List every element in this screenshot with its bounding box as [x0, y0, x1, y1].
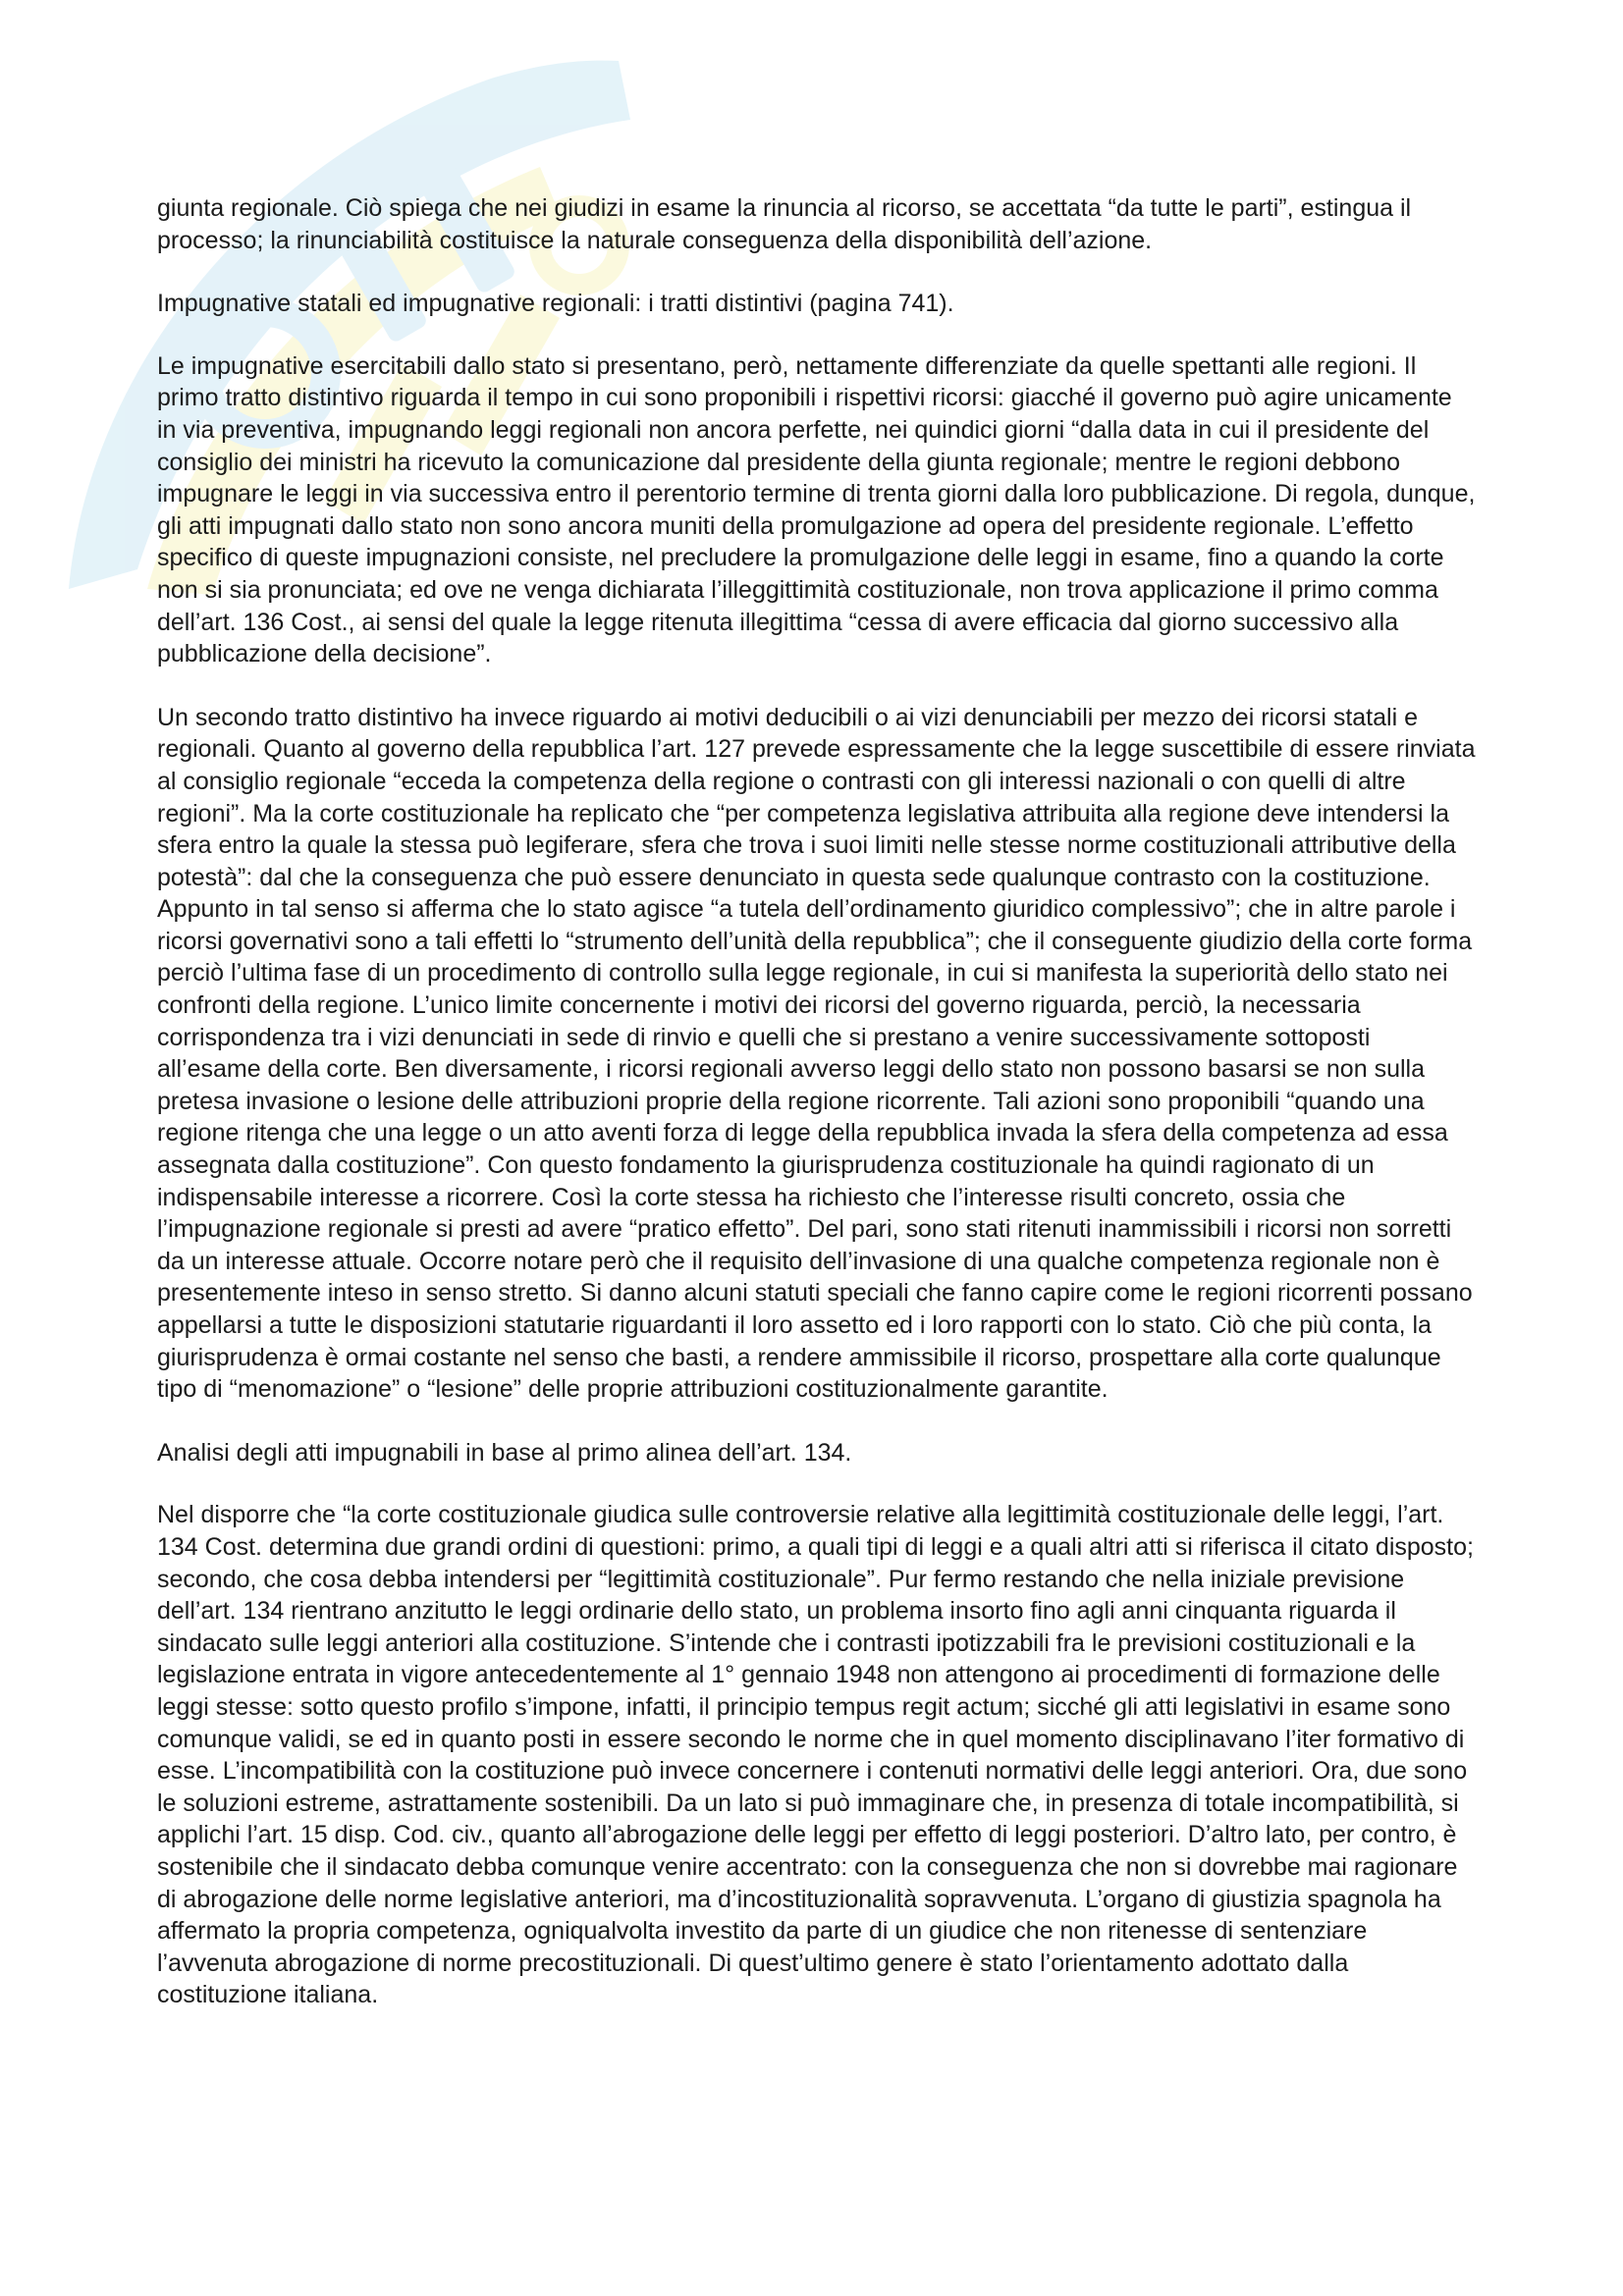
document-body — [157, 192, 1478, 2043]
paragraph-art-134: Nel disporre che “la corte costituzionale giudica sulle controversie relative alla legittimità costituzionale delle leggi, l’art. 134 Cost. determina due grandi ordini di questioni: primo, a quali tipi di leggi e a quali altri atti si riferisca il citato disposto; secondo, che cosa debba intendersi per “legittimità costituzionale”. Pur fermo restando che nella iniziale previsione dell’art. 134 rientrano anzitutto le leggi ordinarie dello stato, un problema insorto fino agli anni cinquanta riguarda il sindacato sulle leggi anteriori alla costituzione. S’intende che i contrasti ipotizzabili fra le previsioni costituzionali e la legislazione entrata in vigore antecedentemente al 1° gennaio 1948 non attengono ai procedimenti di formazione delle leggi stesse: sotto questo profilo s’impone, infatti, il principio tempus regit actum; sicché gli atti legislativi in esame sono comunque validi, se ed in quanto posti in essere secondo le norme che in quel momento disciplinavano l’iter formativo di esse. L’incompatibilità con la costituzione può invece concernere i contenuti normativi delle leggi anteriori. Ora, due sono le soluzioni estreme, astrattamente sostenibili. Da un lato si può immaginare che, in presenza di totale incompatibilità, si applichi l’art. 15 disp. Cod. civ., quanto all’abrogazione delle leggi per effetto di leggi posteriori. D’altro lato, per contro, è sostenibile che il sindacato debba comunque venire accentrato: con la conseguenza che non si dovrebbe mai ragionare di abrogazione delle norme legislative anteriori, ma d’incostituzionalità sopravvenuta. L’organo di giustizia spagnola ha affermato la propria competenza, ogniqualvolta investito da parte di un giudice che non ritenesse di sentenziare l’avvenuta abrogazione di norme precostituzionali. Di quest’ultimo genere è stato l’orientamento adottato dalla costituzione italiana. — [157, 1501, 1474, 2009]
paragraph-intro: giunta regionale. Ciò spiega che nei giudizi in esame la rinuncia al ricorso, se accettata “da tutte le parti”, estingua il processo; la rinunciabilità costituisce la naturale conseguenza della disponibilità dell’azione. — [157, 194, 1412, 254]
paragraph-secondo-tratto: Un secondo tratto distintivo ha invece riguardo ai motivi deducibili o ai vizi denunciabili per mezzo dei ricorsi statali e regionali. Quanto al governo della repubblica l’art. 127 prevede espressamente che la legge suscettibile di essere rinviata al consiglio regionale “ecceda la competenza della regione o contrasti con gli interessi nazionali o con quelli di altre regioni”. Ma la corte costituzionale ha replicato che “per competenza legislativa attribuita alla regione deve intendersi la sfera entro la quale la stessa può legiferare, sfera che trova i suoi limiti nelle stesse norme costituzionali attributive della potestà”: dal che la conseguenza che può essere denunciato in questa sede qualunque contrasto con la costituzione. Appunto in tal senso si afferma che lo stato agisce “a tutela dell’ordinamento giuridico complessivo”; che in altre parole i ricorsi governativi sono a tali effetti lo “strumento dell’unità della repubblica”; che il conseguente giudizio della corte forma perciò l’ultima fase di un procedimento di controllo sulla legge regionale, in cui si manifesta la superiorità dello stato nei confronti della regione. L’unico limite concernente i motivi dei ricorsi del governo riguarda, perciò, la necessaria corrispondenza tra i vizi denunciati in sede di rinvio e quelli che si prestano a venire successivamente sottoposti all’esame della corte. Ben diversamente, i ricorsi regionali avverso leggi dello stato non possono basarsi se non sulla pretesa invasione o lesione delle attribuzioni proprie della regione ricorrente. Tali azioni sono proponibili “quando una regione ritenga che una legge o un atto aventi forza di legge della repubblica invada la sfera della competenza ad essa assegnata dalla costituzione”. Con questo fondamento la giurisprudenza costituzionale ha quindi ragionato di un indispensabile interesse a ricorrere. Così la corte stessa ha richiesto che l’interesse risulti concreto, ossia che l’impugnazione regionale si presti ad avere “pratico effetto”. Del pari, sono stati ritenuti inammissibili i ricorsi non sorretti da un interesse attuale. Occorre notare però che il requisito dell’invasione di una qualche competenza regionale non è presentemente inteso in senso stretto. Si danno alcuni statuti speciali che fanno capire come le regioni ricorrenti possano appellarsi a tutte le disposizioni statutarie riguardanti il loro assetto ed i loro rapporti con lo stato. Ciò che più conta, la giurisprudenza è ormai costante nel senso che basti, a rendere ammissibile il ricorso, prospettare alla corte qualunque tipo di “menomazione” o “lesione” delle proprie attribuzioni costituzionalmente garantite. — [157, 703, 1476, 1404]
section-heading-impugnative: Impugnative statali ed impugnative regionali: i tratti distintivi (pagina 741). — [157, 290, 954, 318]
section-heading-analisi: Analisi degli atti impugnabili in base al primo alinea dell’art. 134. — [157, 1438, 852, 1467]
paragraph-primo-tratto: Le impugnative esercitabili dallo stato si presentano, però, nettamente differenziate da quelle spettanti alle regioni. Il primo tratto distintivo riguarda il tempo in cui sono proponibili i rispettivi ricorsi: giacché il governo può agire unicamente in via preventiva, impugnando leggi regionali non ancora perfette, nei quindici giorni “dalla data in cui il presidente del consiglio dei ministri ha ricevuto la comunicazione dal presidente della giunta regionale; mentre le regioni debbono impugnare le leggi in via successiva entro il perentorio termine di trenta giorni dalla loro pubblicazione. Di regola, dunque, gli atti impugnati dallo stato non sono ancora muniti della promulgazione ad opera del presidente regionale. L’effetto specifico di queste impugnazioni consiste, nel precludere la promulgazione delle leggi in esame, fino a quando la corte non si sia pronunciata; ed ove ne venga dichiarata l’illeggittimità costituzionale, non trova applicazione il primo comma dell’art. 136 Cost., ai sensi del quale la legge ritenuta illegittima “cessa di avere efficacia dal giorno successivo alla pubblicazione della decisione”. — [157, 351, 1476, 668]
